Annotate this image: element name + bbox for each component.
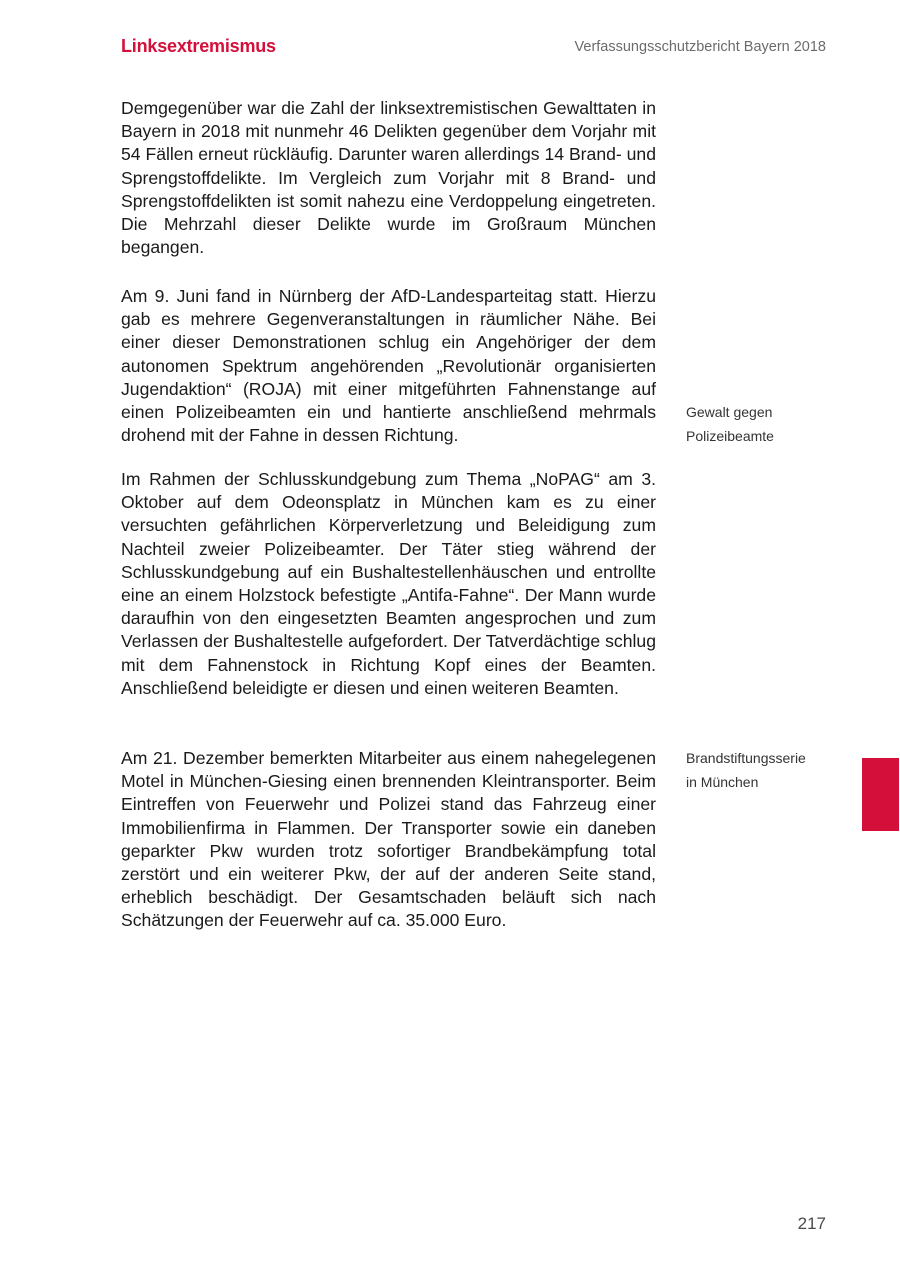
section-title: Linksextremismus xyxy=(121,36,276,56)
margin-note-line: Polizeibeamte xyxy=(686,427,774,444)
margin-note-line: Brandstiftungsserie xyxy=(686,750,806,766)
paragraph-nopag-rally: Im Rahmen der Schlusskundgebung zum Thema „NoPAG“ am 3. Oktober auf dem Odeonsplatz in München kam es zu einer versuchten gefährlichen Körperverletzung und Beleidigung zum Nachteil zweier Polizeibeamter. Der Täter stieg während der Schlusskundgebung auf ein Bushaltestellenhäuschen und entrollte eine an einem Holzstock befestigte „Antifa-Fahne“. Der Mann wurde daraufhin von den eingesetzten Beamten angesprochen und zum Verlassen der Bushaltestelle aufgefordert. Der Tatverdächtige schlug mit dem Fahnenstock in Richtung Kopf eines der Beamten. Anschließend beleidigte er diesen und einen weiteren Beamten. xyxy=(121,469,656,698)
margin-note-line: in München xyxy=(686,773,759,790)
margin-note-arson-series xyxy=(686,747,826,794)
margin-note-line: Gewalt gegen xyxy=(686,404,773,420)
chapter-tab-marker xyxy=(862,758,899,831)
paragraph-afd-party-conference: Am 9. Juni fand in Nürnberg der AfD-Landesparteitag statt. Hierzu gab es mehrere Gegenveranstaltungen in räumlicher Nähe. Bei einer dieser Demonstrationen schlug ein Angehöriger der dem autonomen Spektrum angehörenden „Revolutionär organisierten Jugendaktion“ (ROJA) mit einer mitgeführten Fahnenstange auf einen Polizeibeamten ein und hantierte anschließend mehrmals drohend mit der Fahne in dessen Richtung. xyxy=(121,286,656,446)
margin-note-police-violence xyxy=(686,401,826,448)
report-title: Verfassungsschutzbericht Bayern 2018 xyxy=(574,39,826,55)
paragraph-violent-crimes: Demgegenüber war die Zahl der linksextremistischen Gewalttaten in Bayern in 2018 mit nunmehr 46 Delikten gegenüber dem Vorjahr mit 54 Fällen erneut rückläufig. Darunter waren allerdings 14 Brand- und Sprengstoffdelikte. Im Vergleich zum Vorjahr mit 8 Brand- und Sprengstoffdelikten ist somit nahezu eine Verdoppelung eingetreten. Die Mehrzahl dieser Delikte wurde im Großraum München begangen. xyxy=(121,98,656,258)
page-number: 217 xyxy=(797,1214,826,1233)
paragraph-arson-munich: Am 21. Dezember bemerkten Mitarbeiter aus einem nahegelegenen Motel in München-Giesing einen brennenden Kleintransporter. Beim Eintreffen von Feuerwehr und Polizei stand das Fahrzeug einer Immobilienfirma in Flammen. Der Transporter sowie ein daneben geparkter Pkw wurden trotz sofortiger Brandbekämpfung total zerstört und ein weiterer Pkw, der auf der anderen Seite stand, erheblich beschädigt. Der Gesamtschaden beläuft sich nach Schätzungen der Feuerwehr auf ca. 35.000 Euro. xyxy=(121,748,656,931)
